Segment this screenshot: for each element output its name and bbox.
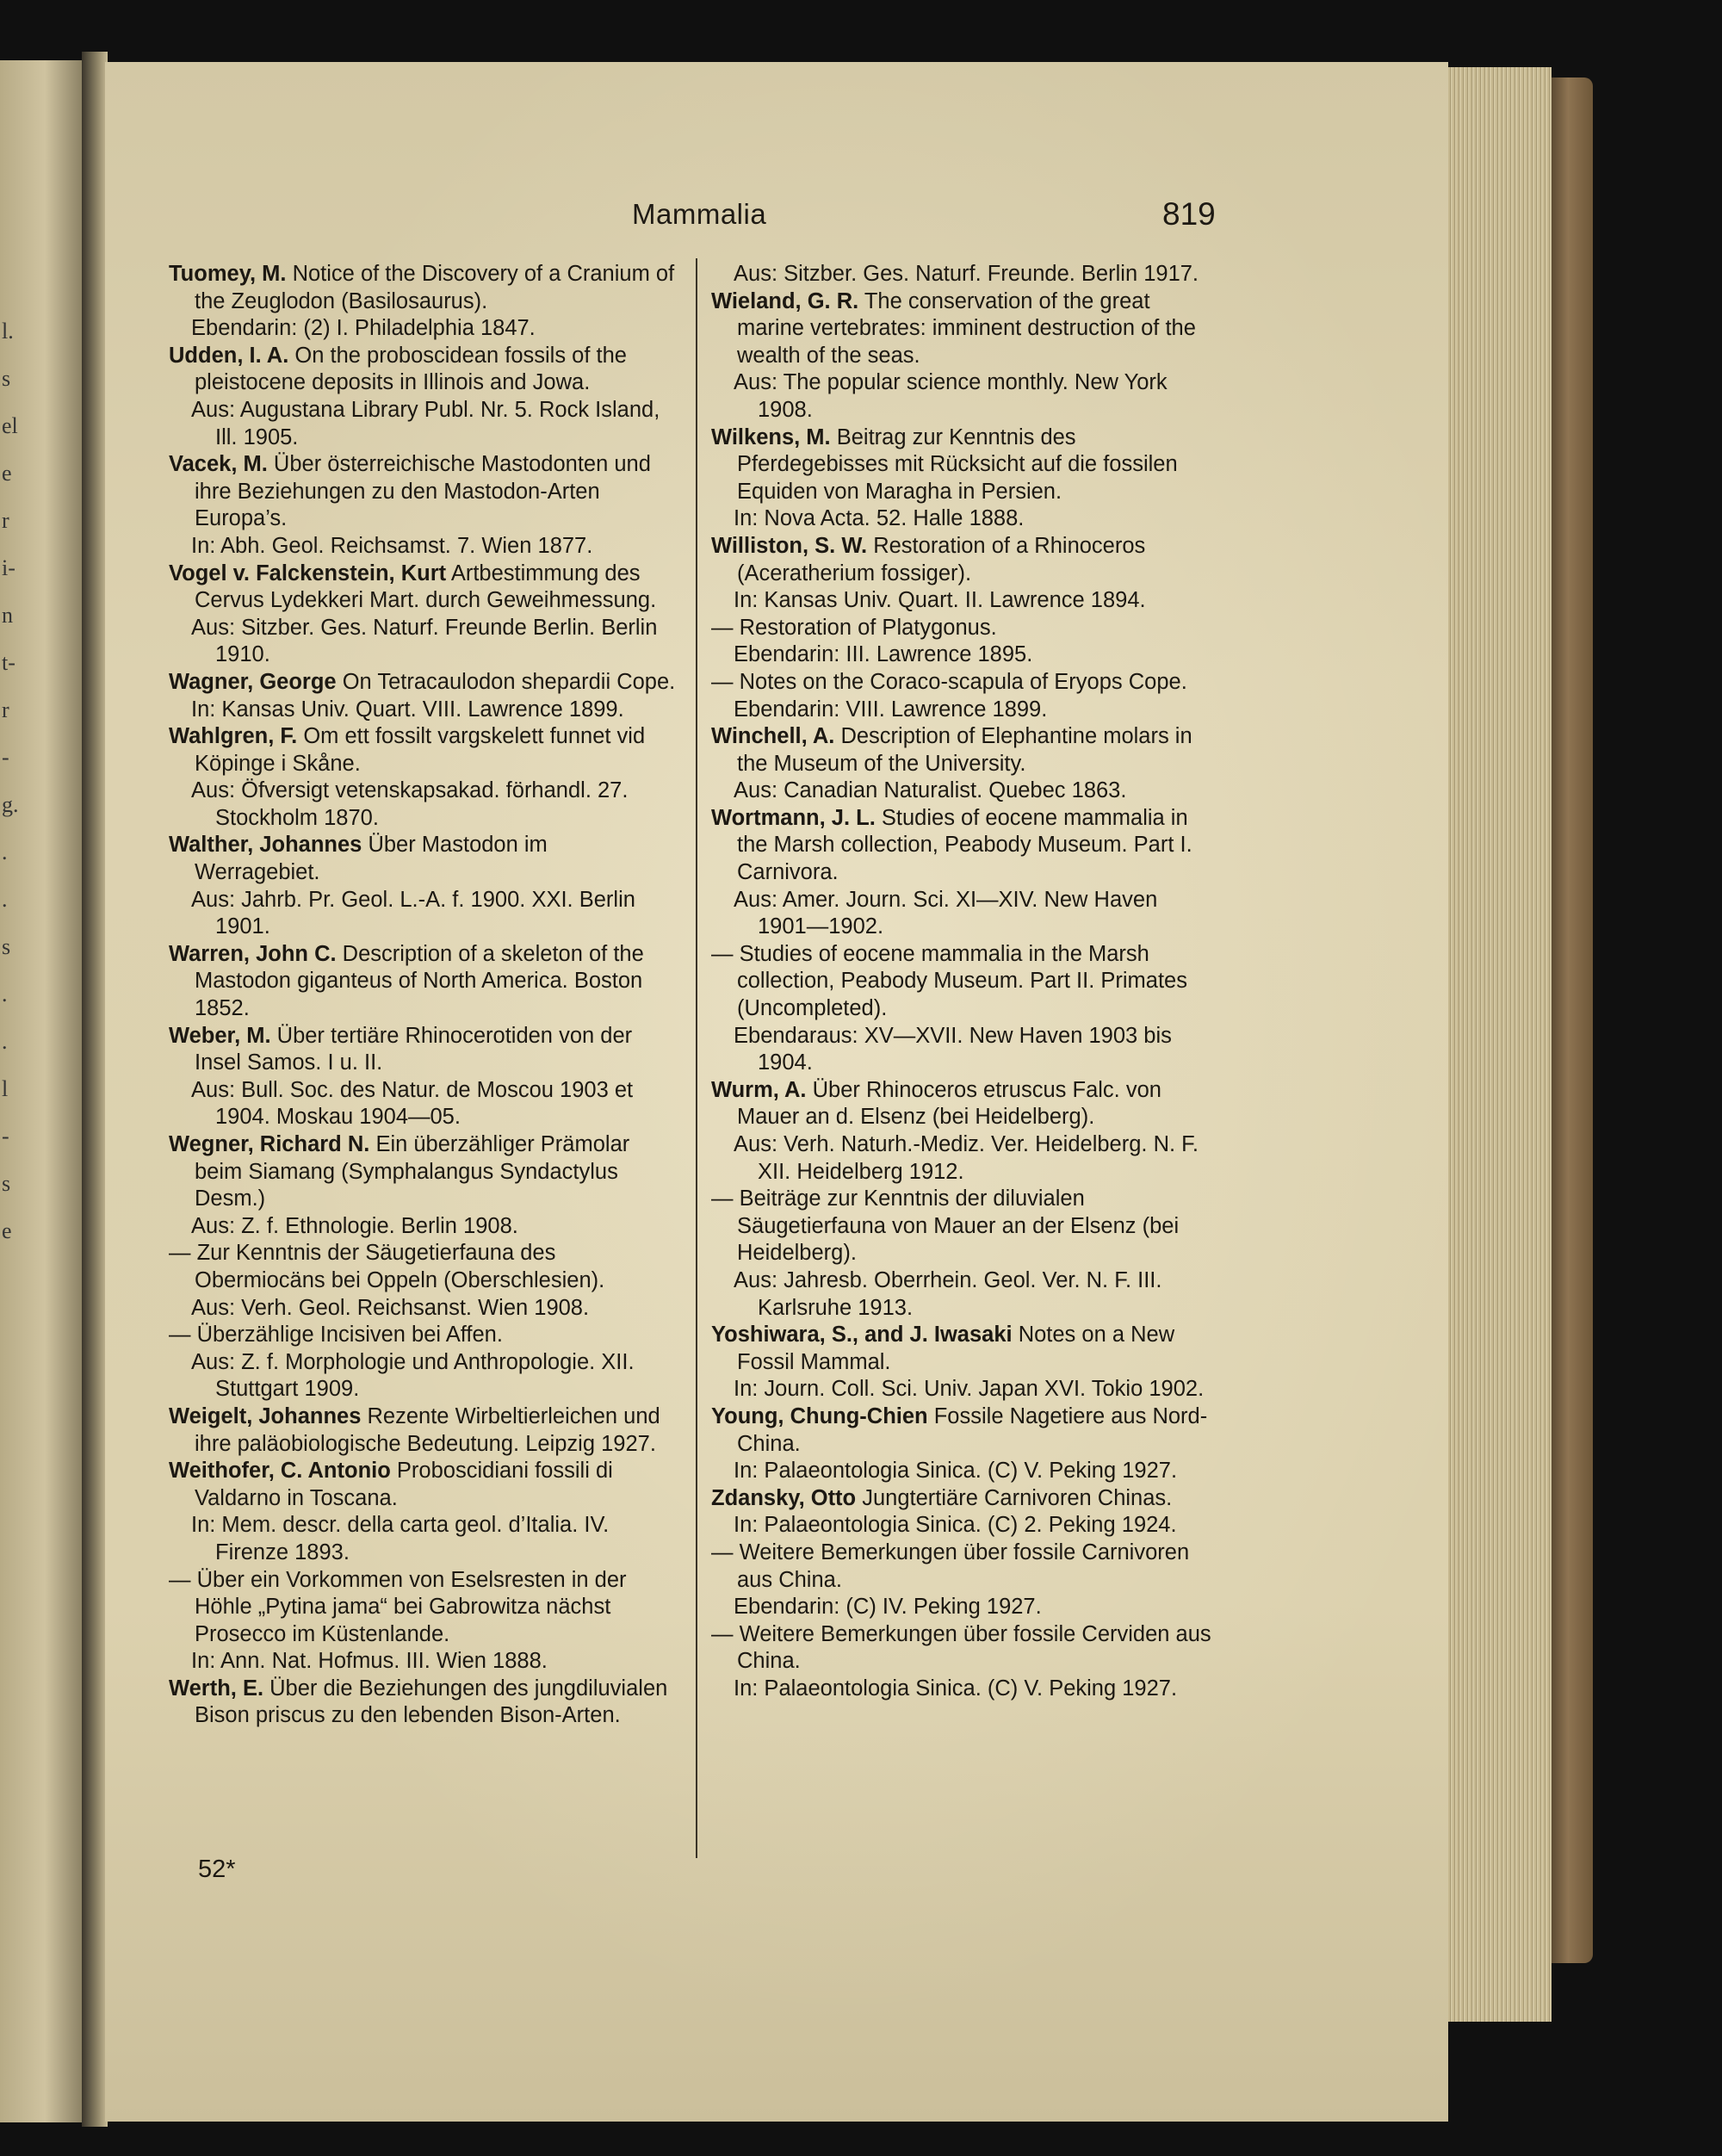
entry-author: —	[711, 1540, 734, 1564]
margin-fragment: t-	[2, 650, 15, 675]
margin-fragment: -	[2, 745, 9, 770]
entry-source: Aus: Verh. Naturh.-Mediz. Ver. Heidelberg. N. F. XII. Heidelberg 1912.	[734, 1132, 1199, 1184]
facing-page-edge	[0, 60, 82, 2122]
entry-citation	[169, 1322, 677, 1349]
entry-title: Rezente Wirbeltierleichen und ihre paläobiologische Bedeutung. Leipzig 1927.	[195, 1403, 660, 1456]
entry-author: —	[711, 941, 734, 966]
entry-author: Wortmann, J. L.	[711, 805, 876, 830]
entry-citation	[711, 615, 1212, 642]
entry-title: Beitrag zur Kenntnis des Pferdegebisses mit Rücksicht auf die fossilen Equiden von Maragha in Persien.	[737, 424, 1178, 504]
entry-title: On the proboscidean fossils of the pleistocene deposits in Illinois and Jowa.	[195, 343, 627, 395]
book-cover-edge	[1552, 77, 1593, 1963]
entry-source: Aus: Sitzber. Ges. Naturf. Freunde Berlin. Berlin 1910.	[191, 615, 658, 667]
entry-source: Ebendarin: VIII. Lawrence 1899.	[734, 697, 1048, 722]
entry-title: Weitere Bemerkungen über fossile Carnivoren aus China.	[737, 1540, 1190, 1592]
entry-author: Yoshiwara, S., and J. Iwasaki	[711, 1323, 1013, 1348]
bibliography-entry	[711, 424, 1212, 533]
entry-title: Ein überzähliger Prämolar beim Siamang (Symphalangus Syndactylus Desm.)	[195, 1132, 630, 1211]
entry-author: —	[169, 1323, 191, 1348]
page-number: 819	[1162, 196, 1216, 232]
bibliography-entry	[711, 805, 1212, 941]
entry-title: Über tertiäre Rhinocerotiden von der Insel Samos. I u. II.	[195, 1023, 633, 1075]
entry-source: Aus: Augustana Library Publ. Nr. 5. Rock Island, Ill. 1905.	[191, 397, 660, 449]
entry-source: In: Palaeontologia Sinica. (C) 2. Peking 1924.	[734, 1513, 1177, 1538]
entry-author: Warren, John C.	[169, 941, 337, 966]
entry-author: —	[711, 1621, 734, 1646]
entry-author: —	[711, 1186, 734, 1211]
margin-fragment: l	[2, 1076, 9, 1101]
entry-title: Über ein Vorkommen von Eselsresten in der Höhle „Pytina jama“ bei Gabrowitza nächst Prosecco im Küstenlande.	[195, 1567, 627, 1646]
entry-title: On Tetracaulodon shepardii Cope.	[342, 669, 676, 694]
entry-author: Tuomey, M.	[169, 262, 287, 286]
entry-citation	[711, 533, 1212, 587]
entry-citation	[169, 1023, 677, 1077]
bibliography-entry	[169, 1403, 677, 1458]
entry-author: Weithofer, C. Antonio	[169, 1459, 391, 1484]
entry-source: Aus: Z. f. Morphologie und Anthropologie. XII. Stuttgart 1909.	[191, 1349, 635, 1402]
entry-title: Fossile Nagetiere aus Nord-China.	[737, 1403, 1208, 1456]
bibliography-entry	[711, 288, 1212, 424]
entry-title: Über die Beziehungen des jungdiluvialen Bison priscus zu den lebenden Bison-Arten.	[195, 1676, 668, 1728]
bibliography-entry	[169, 1676, 677, 1730]
entry-author: Wagner, George	[169, 669, 337, 694]
bibliography-entry	[711, 1077, 1212, 1186]
entry-source: In: Kansas Univ. Quart. II. Lawrence 1894.	[734, 588, 1146, 613]
bibliography-entry	[711, 1322, 1212, 1403]
margin-fragment: .	[2, 839, 8, 864]
entry-title: Beiträge zur Kenntnis der diluvialen Säugetierfauna von Mauer an der Elsenz (bei Heidelberg).	[737, 1186, 1180, 1266]
bibliography-entry	[169, 1567, 677, 1676]
entry-title: Studies of eocene mammalia in the Marsh collection, Peabody Museum. Part I. Carnivora.	[737, 805, 1192, 885]
entry-citation	[169, 1131, 677, 1213]
entry-title: Weitere Bemerkungen über fossile Cerviden aus China.	[737, 1621, 1211, 1674]
bibliography-entry	[169, 561, 677, 669]
entry-citation	[711, 424, 1212, 506]
bibliography-entry	[711, 723, 1212, 805]
entry-author: Weigelt, Johannes	[169, 1403, 362, 1428]
column-divider	[696, 258, 697, 1858]
entry-author: Weber, M.	[169, 1023, 271, 1048]
entry-source: In: Ann. Nat. Hofmus. III. Wien 1888.	[191, 1649, 548, 1674]
entry-citation	[169, 451, 677, 533]
bibliography-entry	[169, 1322, 677, 1403]
margin-fragment: .	[2, 1029, 8, 1054]
entry-author: Werth, E.	[169, 1676, 264, 1701]
left-column	[169, 261, 677, 1730]
entry-source: In: Kansas Univ. Quart. VIII. Lawrence 1899.	[191, 697, 624, 722]
entry-source: Ebendarin: (2) I. Philadelphia 1847.	[191, 316, 536, 341]
entry-citation	[169, 1567, 677, 1649]
entry-author: —	[711, 615, 734, 640]
entry-source: Aus: Amer. Journ. Sci. XI—XIV. New Haven 1901—1902.	[734, 887, 1158, 939]
bibliography-entry	[711, 941, 1212, 1077]
entry-source: Ebendarin: III. Lawrence 1895.	[734, 642, 1033, 667]
bibliography-entry	[169, 941, 677, 1023]
entry-title: Description of Elephantine molars in the Museum of the University.	[737, 724, 1192, 776]
entry-citation	[711, 1186, 1212, 1267]
entry-author: Vacek, M.	[169, 452, 268, 477]
entry-title: Artbestimmung des Cervus Lydekkeri Mart. durch Geweihmessung.	[195, 561, 657, 613]
entry-citation	[169, 723, 677, 778]
entry-author: —	[169, 1241, 191, 1266]
margin-fragment: e	[2, 461, 12, 486]
page-header	[105, 195, 1448, 238]
margin-fragment: .	[2, 982, 8, 1007]
margin-fragment: s	[2, 1171, 11, 1196]
bibliography-entry	[169, 451, 677, 560]
bibliography-entry	[711, 615, 1212, 669]
margin-fragment: i-	[2, 555, 15, 580]
entry-source: Aus: Jahrb. Pr. Geol. L.-A. f. 1900. XXI. Berlin 1901.	[191, 887, 635, 939]
entry-source: Aus: Bull. Soc. des Natur. de Moscou 1903 et 1904. Moskau 1904—05.	[191, 1077, 634, 1130]
entry-author: Winchell, A.	[711, 724, 835, 749]
entry-source: In: Palaeontologia Sinica. (C) V. Peking 1927.	[734, 1676, 1178, 1701]
signature-mark: 52*	[198, 1856, 236, 1883]
book-gutter	[82, 52, 108, 2127]
entry-citation	[169, 261, 677, 315]
entry-citation	[169, 669, 677, 697]
margin-fragment: s	[2, 366, 11, 391]
entry-author: Zdansky, Otto	[711, 1485, 857, 1510]
running-title: Mammalia	[632, 198, 767, 230]
entry-citation	[169, 832, 677, 886]
bibliography-entry	[169, 669, 677, 723]
entry-title: Restoration of Platygonus.	[739, 615, 997, 640]
bibliography-entry	[169, 343, 677, 451]
entry-title: Über Mastodon im Werragebiet.	[195, 833, 548, 885]
entry-citation	[169, 1676, 677, 1730]
entry-title: Zur Kenntnis der Säugetierfauna des Obermiocäns bei Oppeln (Oberschlesien).	[195, 1241, 605, 1292]
entry-author: —	[169, 1567, 191, 1592]
entry-source: Aus: Canadian Naturalist. Quebec 1863.	[734, 778, 1127, 803]
entry-author: Udden, I. A.	[169, 343, 289, 368]
entry-title: Description of a skeleton of the Mastodon giganteus of North America. Boston 1852.	[195, 941, 644, 1021]
margin-fragment: -	[2, 1124, 9, 1149]
margin-fragment: s	[2, 934, 11, 959]
entry-title: Notes on a New Fossil Mammal.	[737, 1323, 1175, 1374]
entry-author: Young, Chung-Chien	[711, 1403, 928, 1428]
entry-source: In: Abh. Geol. Reichsamst. 7. Wien 1877.	[191, 533, 593, 558]
facing-page-margin-text	[0, 319, 26, 1243]
entry-citation	[711, 1322, 1212, 1376]
entry-citation	[711, 1485, 1212, 1513]
entry-citation	[169, 1458, 677, 1512]
entry-source: Aus: Öfversigt vetenskapsakad. förhandl. 27. Stockholm 1870.	[191, 778, 629, 830]
bibliography-entry	[711, 1540, 1212, 1621]
entry-title: Studies of eocene mammalia in the Marsh collection, Peabody Museum. Part II. Primates (Uncompleted).	[737, 941, 1187, 1021]
entry-author: Wieland, G. R.	[711, 288, 859, 313]
entry-author: Walther, Johannes	[169, 833, 362, 858]
entry-author: —	[711, 669, 734, 694]
margin-fragment: l.	[2, 319, 14, 344]
entry-source: In: Nova Acta. 52. Halle 1888.	[734, 506, 1025, 531]
margin-fragment: r	[2, 508, 9, 533]
entry-citation	[169, 941, 677, 1023]
entry-author: Wegner, Richard N.	[169, 1132, 370, 1156]
entry-title: Proboscidiani fossili di Valdarno in Toscana.	[195, 1459, 613, 1510]
right-column	[711, 261, 1212, 1702]
entry-citation	[711, 288, 1212, 370]
bibliography-entry	[711, 1485, 1212, 1540]
margin-fragment: el	[2, 413, 18, 438]
bibliography-entry	[711, 669, 1212, 723]
bibliography-entry	[169, 261, 677, 343]
entry-citation	[711, 723, 1212, 778]
entry-source: Ebendarin: (C) IV. Peking 1927.	[734, 1595, 1042, 1620]
entry-source: Aus: Verh. Geol. Reichsanst. Wien 1908.	[191, 1295, 590, 1320]
entry-citation	[711, 1621, 1212, 1676]
bibliography-entry	[711, 1621, 1212, 1703]
entry-citation	[711, 1403, 1212, 1458]
entry-author: Wilkens, M.	[711, 424, 831, 449]
entry-title: Om ett fossilt vargskelett funnet vid Köpinge i Skåne.	[195, 724, 646, 776]
bibliography-entry	[169, 1240, 677, 1322]
entry-citation	[711, 941, 1212, 1023]
entry-source: Aus: Jahresb. Oberrhein. Geol. Ver. N. F. III. Karlsruhe 1913.	[734, 1267, 1162, 1320]
margin-fragment: n	[2, 603, 13, 628]
entry-citation	[169, 1240, 677, 1294]
margin-fragment: g.	[2, 792, 19, 817]
entry-citation	[711, 805, 1212, 887]
entry-citation	[169, 343, 677, 397]
entry-title: Über Rhinoceros etruscus Falc. von Mauer an d. Elsenz (bei Heidelberg).	[737, 1077, 1161, 1130]
entry-title: Überzählige Incisiven bei Affen.	[196, 1323, 503, 1348]
bibliography-entry	[169, 1458, 677, 1566]
entry-source: Aus: Sitzber. Ges. Naturf. Freunde. Berlin 1917.	[734, 262, 1199, 286]
entry-author: Wahlgren, F.	[169, 724, 298, 749]
entry-title: Jungtertiäre Carnivoren Chinas.	[862, 1485, 1173, 1510]
entry-title: The conservation of the great marine vertebrates: imminent destruction of the wealth of the seas.	[737, 288, 1196, 368]
entry-source: Aus: Z. f. Ethnologie. Berlin 1908.	[191, 1213, 518, 1238]
entry-citation	[711, 669, 1212, 697]
bibliography-entry	[169, 832, 677, 940]
entry-author: Wurm, A.	[711, 1077, 807, 1102]
entry-citation	[169, 561, 677, 615]
entry-citation	[711, 1540, 1212, 1594]
entry-author: Williston, S. W.	[711, 533, 868, 558]
bibliography-entry	[711, 533, 1212, 615]
margin-fragment: r	[2, 697, 9, 722]
entry-source: In: Mem. descr. della carta geol. d’Italia. IV. Firenze 1893.	[191, 1513, 610, 1564]
entry-title: Über österreichische Mastodonten und ihre Beziehungen zu den Mastodon-Arten Europa’s.	[195, 452, 651, 531]
entry-source: Aus: The popular science monthly. New York 1908.	[734, 370, 1168, 422]
bibliography-entry	[711, 261, 1212, 288]
margin-fragment: .	[2, 887, 8, 912]
bibliography-entry	[169, 723, 677, 832]
bibliography-entry	[169, 1131, 677, 1240]
entry-citation	[169, 1403, 677, 1458]
bibliography-entry	[169, 1023, 677, 1131]
entry-author: Vogel v. Falckenstein, Kurt	[169, 561, 447, 585]
entry-source: Ebendaraus: XV—XVII. New Haven 1903 bis 1904.	[734, 1023, 1172, 1075]
margin-fragment: e	[2, 1218, 12, 1243]
entry-source: In: Palaeontologia Sinica. (C) V. Peking 1927.	[734, 1459, 1178, 1484]
entry-title: Notes on the Coraco-scapula of Eryops Cope.	[739, 669, 1187, 694]
entry-source: In: Journ. Coll. Sci. Univ. Japan XVI. Tokio 1902.	[734, 1377, 1205, 1402]
entry-title: Notice of the Discovery of a Cranium of the Zeuglodon (Basilosaurus).	[195, 262, 675, 313]
bibliography-entry	[711, 1186, 1212, 1322]
entry-title: Restoration of a Rhinoceros (Aceratherium fossiger).	[737, 533, 1146, 585]
bibliography-entry	[711, 1403, 1212, 1485]
entry-citation	[711, 1077, 1212, 1131]
page-fore-edge	[1448, 67, 1552, 2022]
